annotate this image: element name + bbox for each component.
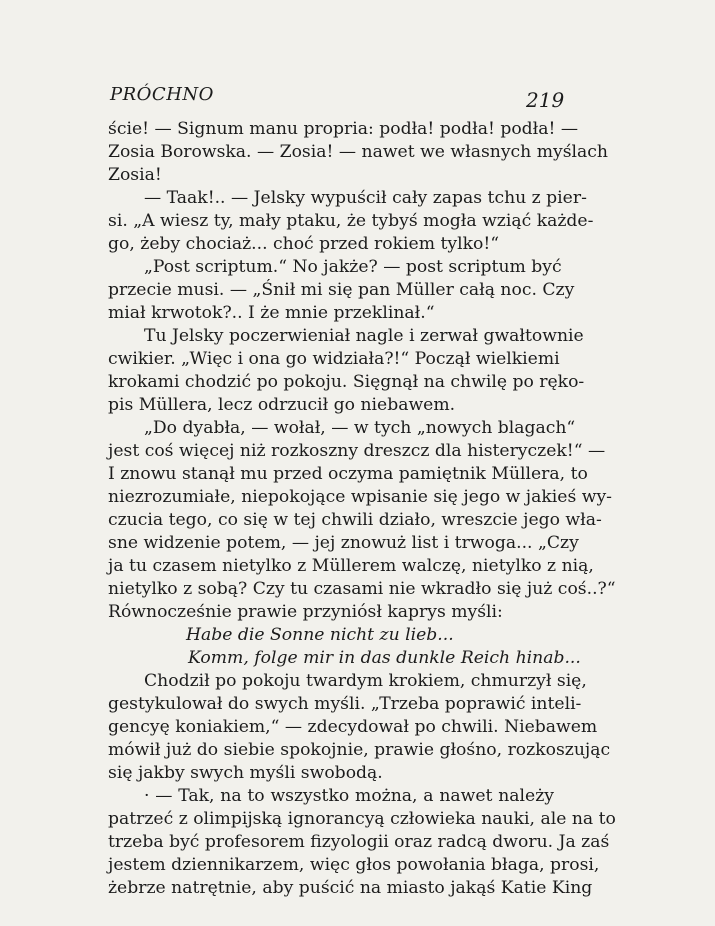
body-text (108, 118, 616, 900)
text-line: jestem dziennikarzem, więc głos powołania błaga, prosi, (108, 855, 600, 875)
text-line: nietylko z sobą? Czy tu czasami nie wkradło się już coś..?“ (108, 579, 616, 599)
text-line: „Do dyabła, — wołał, — w tych „nowych blagach“ (144, 418, 576, 438)
text-line: gestykulował do swych myśli. „Trzeba poprawić inteli- (108, 694, 582, 714)
text-line: I znowu stanął mu przed oczyma pamiętnik Müllera, to (108, 464, 588, 484)
text-line: trzeba być profesorem fizyologii oraz radcą dworu. Ja zaś (108, 832, 610, 852)
text-line: ście! — Signum manu propria: podła! podła! podła! — (108, 119, 579, 139)
text-line: gencyę koniakiem,“ — zdecydował po chwili. Niebawem (108, 717, 598, 737)
text-line: krokami chodzić po pokoju. Sięgnął na chwilę po ręko- (108, 372, 585, 392)
text-line: patrzeć z olimpijską ignorancyą człowieka nauki, ale na to (108, 809, 616, 829)
text-line: przecie musi. — „Śnił mi się pan Müller całą noc. Czy (108, 280, 575, 300)
text-line: Zosia Borowska. — Zosia! — nawet we własnych myślach (108, 142, 608, 162)
text-line: — Taak!.. — Jelsky wypuścił cały zapas tchu z pier- (144, 188, 587, 208)
text-line: go, żeby chociaż... choć przed rokiem tylko!“ (108, 234, 500, 254)
verse-text: Komm, folge mir in das dunkle Reich hinab... (188, 648, 581, 668)
text-line: Zosia! (108, 165, 162, 185)
text-line: się jakby swych myśli swobodą. (108, 763, 383, 783)
text-line: Chodził po pokoju twardym krokiem, chmurzył się, (144, 671, 587, 691)
text-line: miał krwotok?.. I że mnie przeklinał.“ (108, 303, 435, 323)
text-line: cwikier. „Więc i ona go widziała?!“ Począł wielkiemi (108, 349, 560, 369)
running-head-title: PRÓCHNO (110, 84, 214, 105)
text-line: si. „A wiesz ty, mały ptaku, że tybyś mogła wziąć każde- (108, 211, 594, 231)
text-line: sne widzenie potem, — jej znowuż list i trwoga... „Czy (108, 533, 579, 553)
text-line: jest coś więcej niż rozkoszny dreszcz dla histeryczek!“ — (108, 441, 606, 461)
text-line: pis Müllera, lecz odrzucił go niebawem. (108, 395, 456, 415)
verse-line (108, 647, 581, 670)
verse-text: Habe die Sonne nicht zu lieb... (186, 625, 454, 645)
text-line: · — Tak, na to wszystko można, a nawet należy (144, 786, 554, 806)
text-line: niezrozumiałe, niepokojące wpisanie się jego w jakieś wy- (108, 487, 612, 507)
text-line: Równocześnie prawie przyniósł kaprys myśli: (108, 602, 503, 622)
text-line: Tu Jelsky poczerwieniał nagle i zerwał gwałtownie (144, 326, 584, 346)
text-line: żebrze natrętnie, aby puścić na miasto jakąś Katie King (108, 878, 593, 898)
page-number: 219 (526, 88, 565, 112)
text-line: ja tu czasem nietylko z Müllerem walczę, nietylko z nią, (108, 556, 594, 576)
text-line: „Post scriptum.“ No jakże? — post scriptum być (144, 257, 562, 277)
text-line: mówił już do siebie spokojnie, prawie głośno, rozkoszując (108, 740, 611, 760)
text-line: czucia tego, co się w tej chwili działo, wreszcie jego wła- (108, 510, 602, 530)
verse-line (108, 624, 554, 647)
